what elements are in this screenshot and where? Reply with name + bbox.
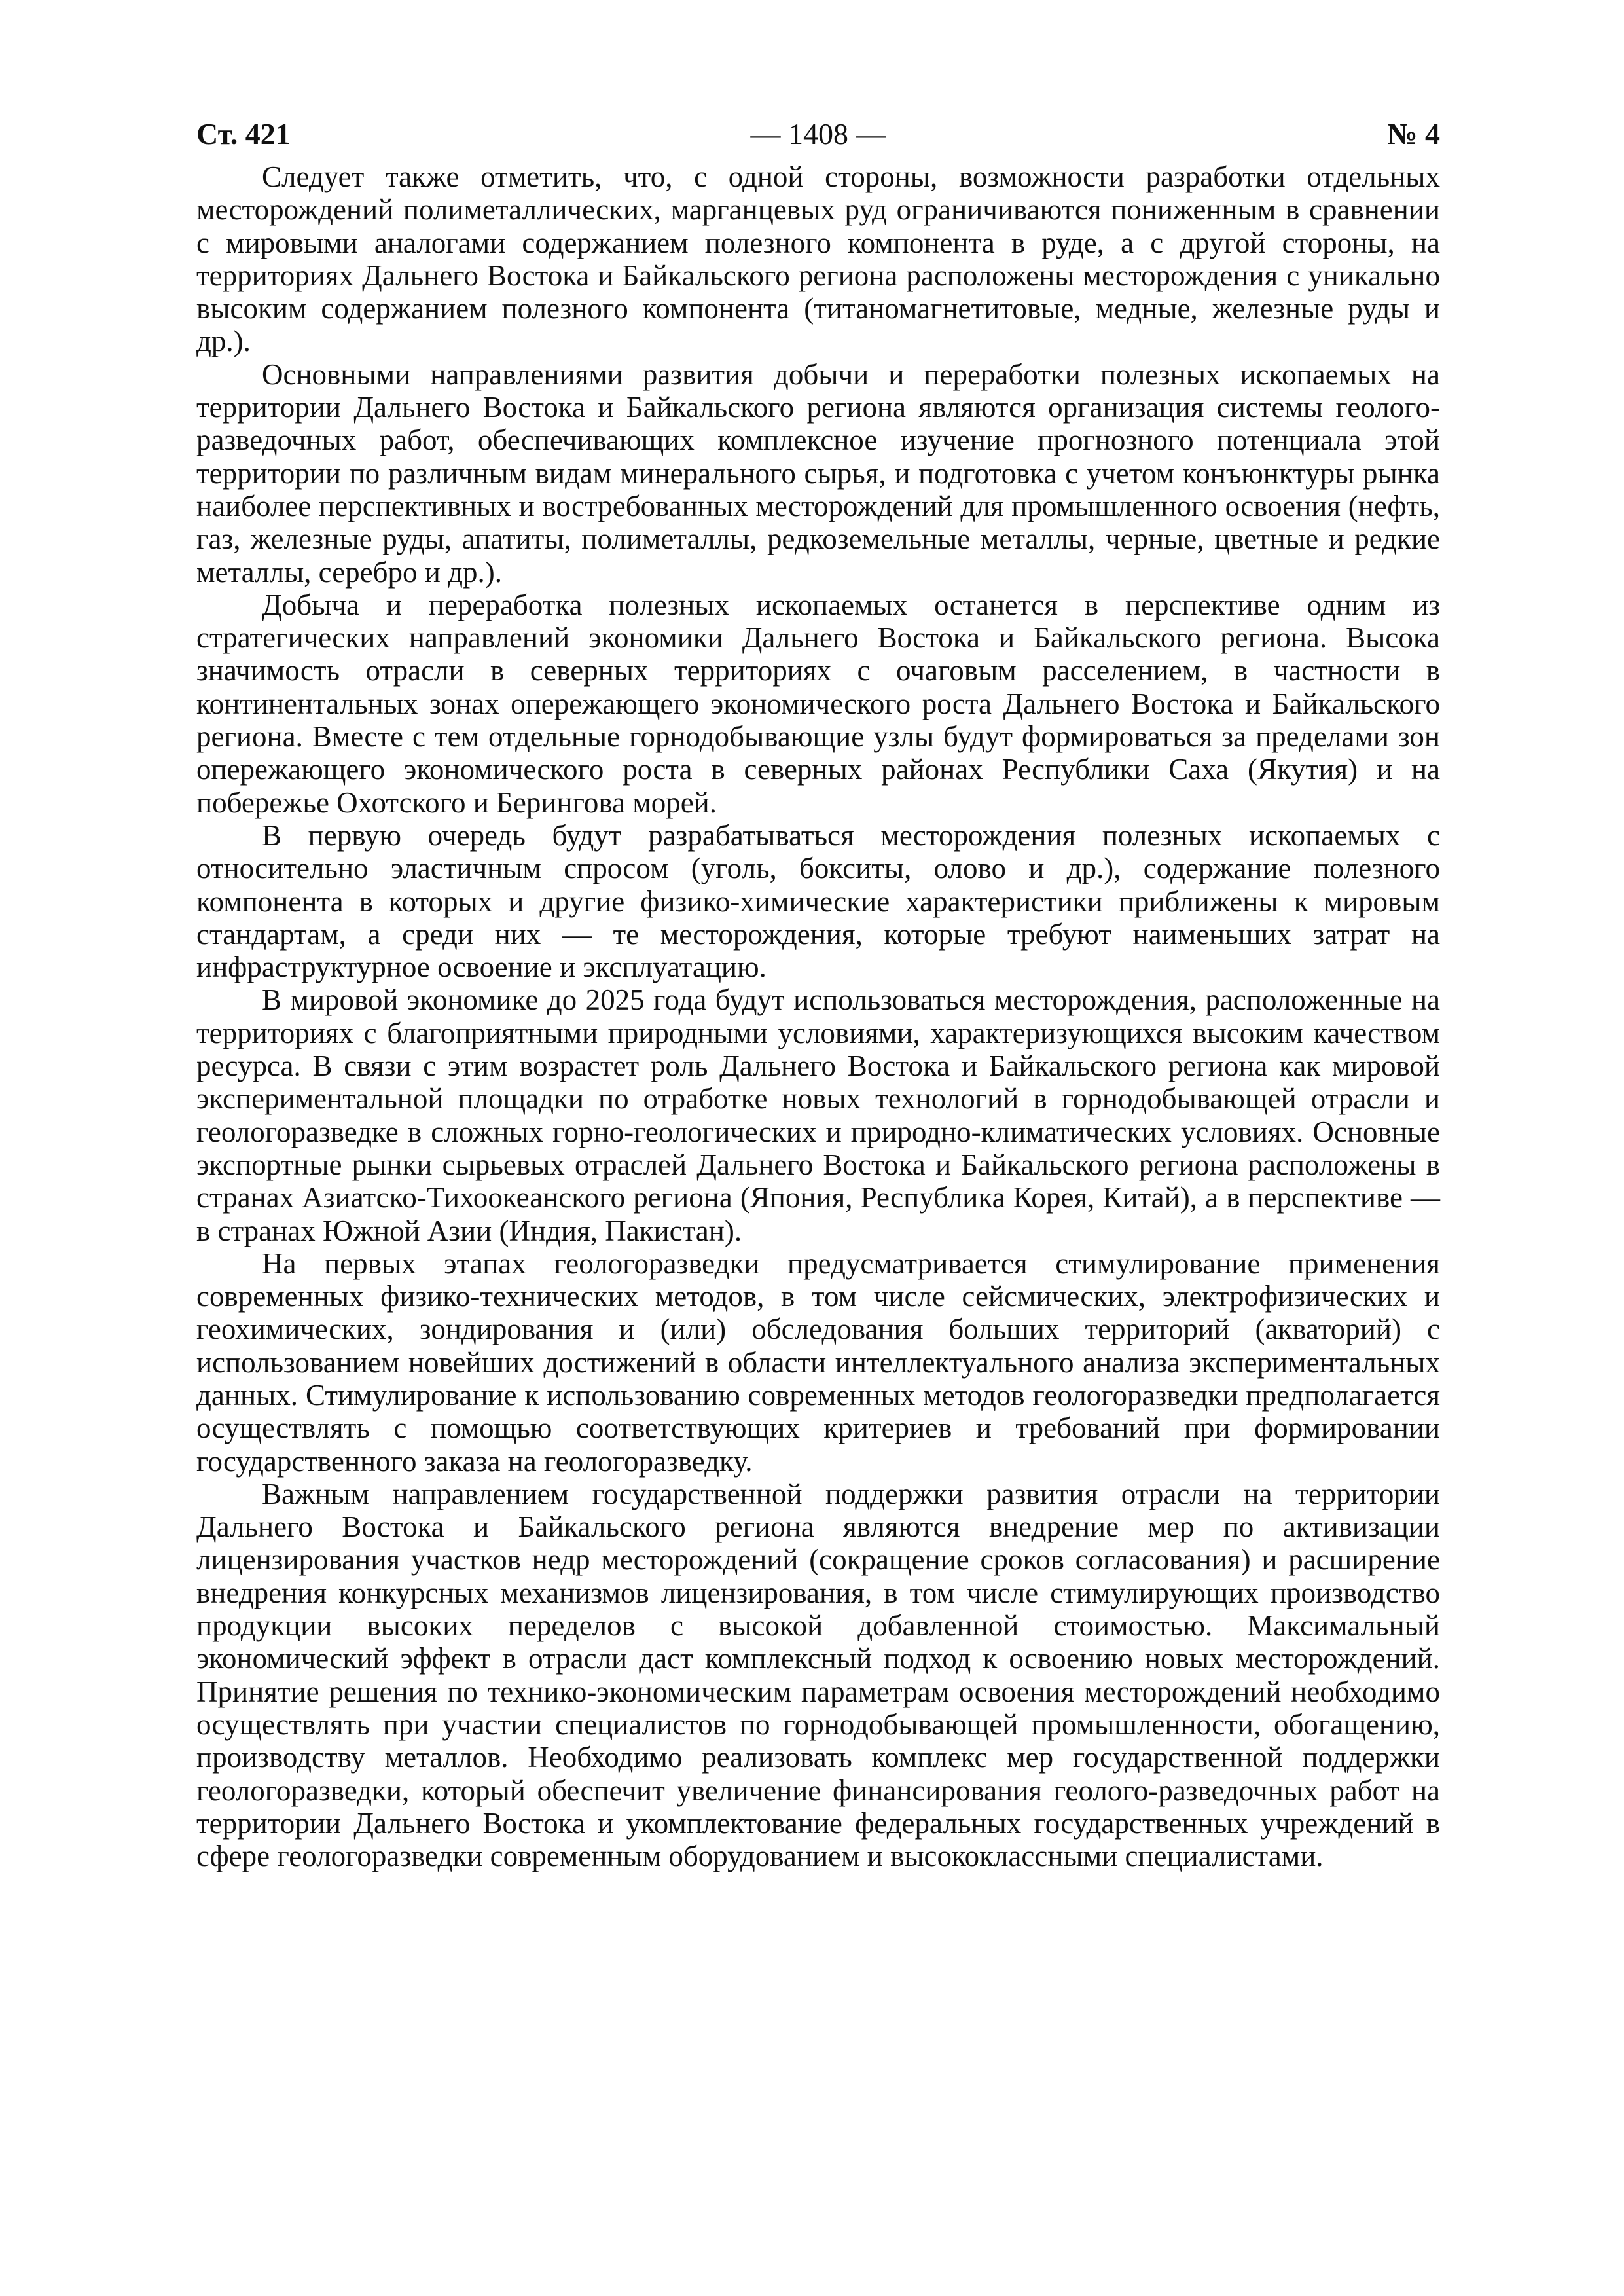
- paragraph: На первых этапах геологоразведки предусматривается стимулирование применения современных физико-технических методов, в том числе сейсмических, электрофизических и геохимических, зондирования и (или) обследования больших территорий (акваторий) с использованием новейших достижений в области интеллектуального анализа экспериментальных данных. Стимулирование к использованию современных методов геологоразведки предполагается осуществлять с помощью соответствующих критериев и требований при формировании государственного заказа на геологоразведку.: [196, 1247, 1440, 1478]
- paragraph: Важным направлением государственной поддержки развития отрасли на территории Дальнего Востока и Байкальского региона являются внедрение мер по активизации лицензирования участков недр месторождений (сокращение сроков согласования) и расширение внедрения конкурсных механизмов лицензирования, в том числе стимулирующих производство продукции высоких переделов с высокой добавленной стоимостью. Максимальный экономический эффект в отрасли даст комплексный подход к освоению новых месторождений. Принятие решения по технико-экономическим параметрам освоения месторождений необходимо осуществлять при участии специалистов по горнодобывающей промышленности, обогащению, производству металлов. Необходимо реализовать комплекс мер государственной поддержки геологоразведки, который обеспечит увеличение финансирования геолого-разведочных работ на территории Дальнего Востока и укомплектование федеральных государственных учреждений в сфере геологоразведки современным оборудованием и высококлассными специалистами.: [196, 1477, 1440, 1873]
- paragraph: В мировой экономике до 2025 года будут использоваться месторождения, расположенные на территориях с благоприятными природными условиями, характеризующихся высоким качеством ресурса. В связи с этим возрастет роль Дальнего Востока и Байкальского региона как мировой экспериментальной площадки по отработке новых технологий в горнодобывающей отрасли и геологоразведке в сложных горно-геологических и природно-климатических условиях. Основные экспортные рынки сырьевых отраслей Дальнего Востока и Байкальского региона расположены в странах Азиатско-Тихоокеанского региона (Япония, Республика Корея, Китай), а в перспективе — в странах Южной Азии (Индия, Пакистан).: [196, 983, 1440, 1247]
- document-page: [196, 115, 1440, 1872]
- paragraph: Добыча и переработка полезных ископаемых останется в перспективе одним из стратегических направлений экономики Дальнего Востока и Байкальского региона. Высока значимость отрасли в северных территориях с очаговым расселением, в частности в континентальных зонах опережающего экономического роста Дальнего Востока и Байкальского региона. Вместе с тем отдельные горнодобывающие узлы будут формироваться за пределами зон опережающего экономического роста в северных районах Республики Саха (Якутия) и на побережье Охотского и Берингова морей.: [196, 588, 1440, 819]
- page-header: [196, 115, 1440, 160]
- paragraph: Основными направлениями развития добычи и переработки полезных ископаемых на территории Дальнего Востока и Байкальского региона являются организация системы геолого-разведочных работ, обеспечивающих комплексное изучение прогнозного потенциала этой территории по различным видам минерального сырья, и подготовка с учетом конъюнктуры рынка наиболее перспективных и востребованных месторождений для промышленного освоения (нефть, газ, железные руды, апатиты, полиметаллы, редкоземельные металлы, черные, цветные и редкие металлы, серебро и др.).: [196, 357, 1440, 589]
- paragraph: В первую очередь будут разрабатываться месторождения полезных ископаемых с относительно эластичным спросом (уголь, бокситы, олово и др.), содержание полезного компонента в которых и другие физико-химические характеристики приближены к мировым стандартам, а среди них — те месторождения, которые требуют наименьших затрат на инфраструктурное освоение и эксплуатацию.: [196, 818, 1440, 984]
- body-text: [196, 160, 1440, 1872]
- page-number: — 1408 —: [750, 117, 886, 151]
- paragraph: Следует также отметить, что, с одной стороны, возможности разработки отдельных месторождений полиметаллических, марганцевых руд ограничиваются пониженным в сравнении с мировыми аналогами содержанием полезного компонента в руде, а с другой стороны, на территориях Дальнего Востока и Байкальского региона расположены месторождения с уникально высоким содержанием полезного компонента (титаномагнетитовые, медные, железные руды и др.).: [196, 160, 1440, 358]
- issue-number: № 4: [1387, 117, 1440, 151]
- article-number: Ст. 421: [196, 117, 291, 151]
